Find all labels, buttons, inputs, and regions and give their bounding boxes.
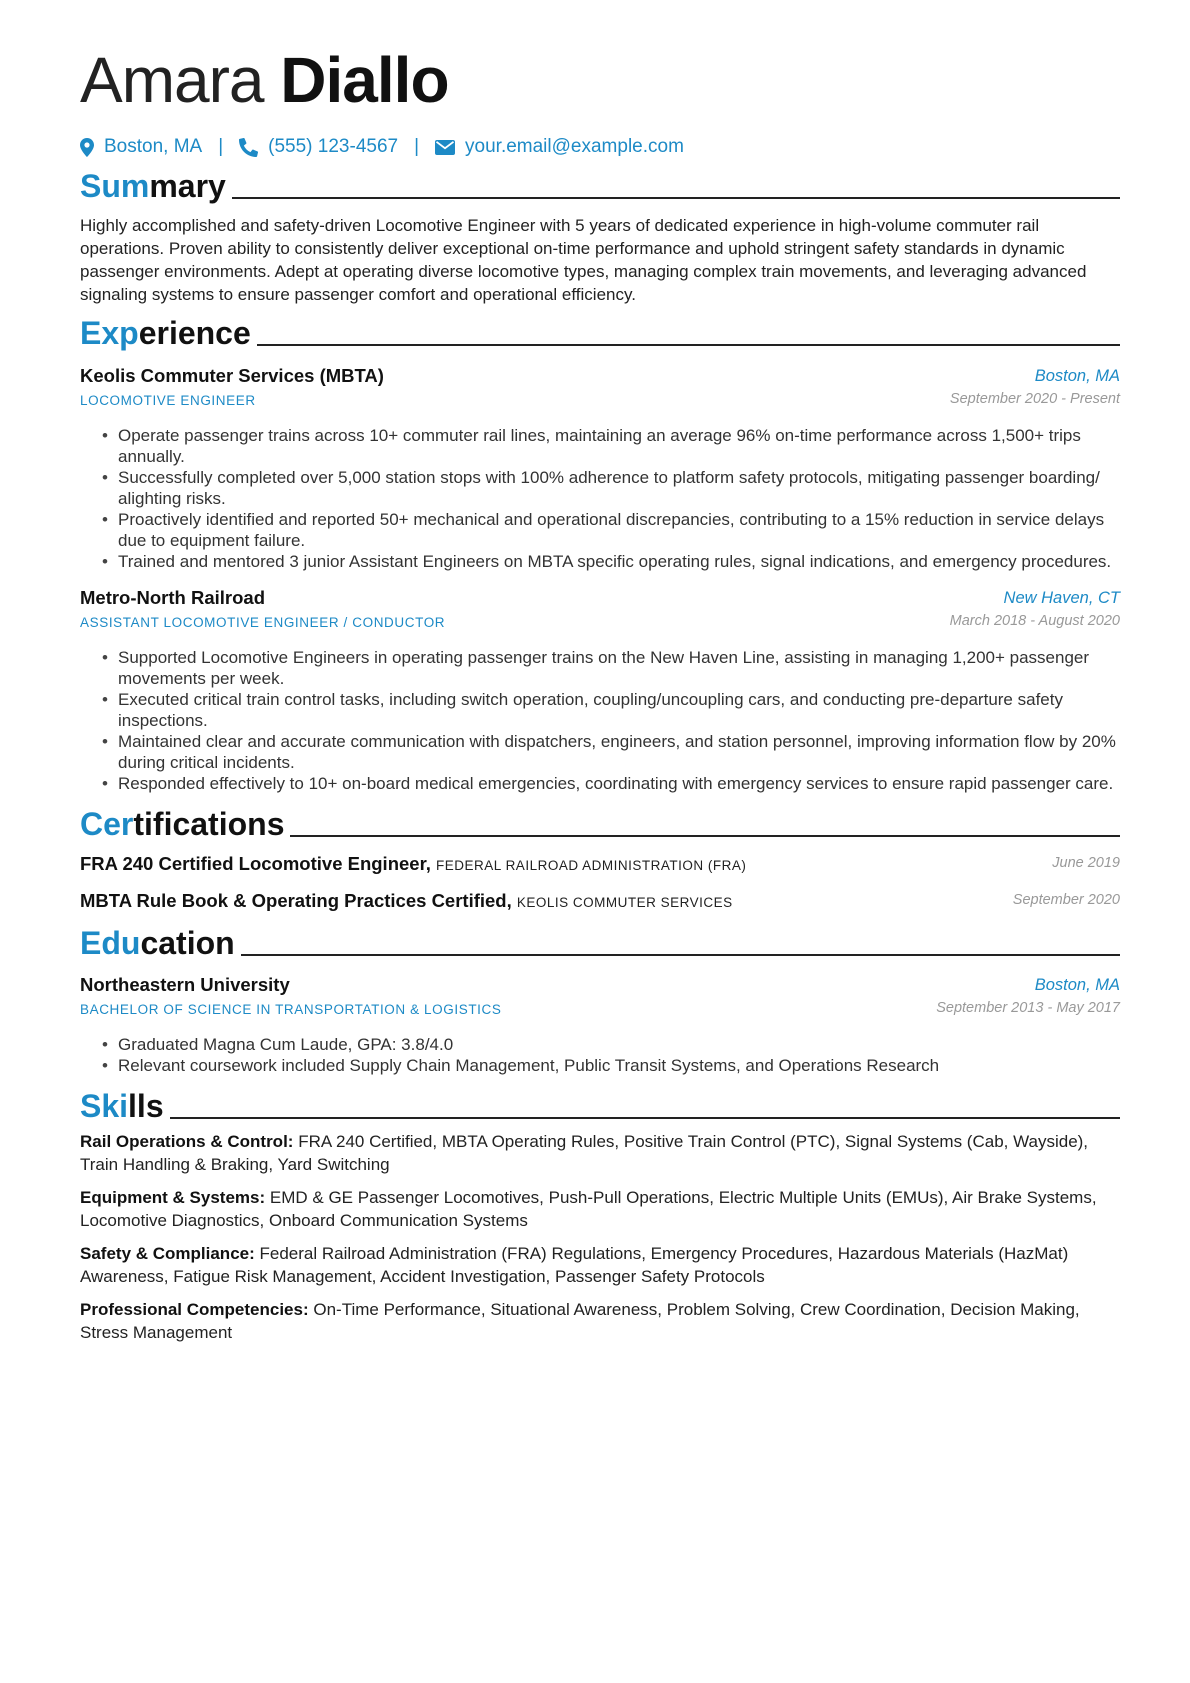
phone-icon bbox=[239, 138, 258, 157]
cert-date: September 2020 bbox=[1012, 892, 1120, 908]
list-item: • Responded effectively to 10+ on-board medical emergencies, coordinating with emergency services to ensure rapid passenger care. bbox=[118, 773, 1120, 794]
list-item: • Maintained clear and accurate communication with dispatchers, engineers, and station personnel, improving information flow by 20% during critical incidents. bbox=[118, 731, 1120, 773]
job-role: LOCOMOTIVE ENGINEER bbox=[80, 393, 256, 408]
list-item: • Relevant coursework included Supply Chain Management, Public Transit Systems, and Operations Research bbox=[118, 1055, 1120, 1076]
summary-heading: Summary bbox=[80, 166, 1120, 206]
education-dates: September 2013 - May 2017 bbox=[936, 1000, 1120, 1016]
section-rule bbox=[170, 1117, 1120, 1119]
education-heading: Education bbox=[80, 923, 1120, 963]
education-bullets bbox=[80, 1034, 1120, 1076]
skill-text: FRA 240 Certified, MBTA Operating Rules, Positive Train Control (PTC), Signal Systems (Cab, Wayside), Train Handling & Braking, Yard Switching bbox=[80, 1132, 1089, 1174]
first-name: Amara bbox=[80, 44, 264, 116]
job-dates: September 2020 - Present bbox=[949, 391, 1120, 407]
job-bullets bbox=[80, 425, 1120, 572]
skill-label: Safety & Compliance: bbox=[80, 1244, 255, 1263]
certifications-heading: Certifications bbox=[80, 804, 1120, 844]
section-rule bbox=[232, 197, 1120, 199]
cert-date: June 2019 bbox=[1052, 855, 1120, 871]
phone-text: (555) 123-4567 bbox=[268, 136, 399, 157]
job-org: Keolis Commuter Services (MBTA) bbox=[80, 365, 384, 386]
list-item: • Executed critical train control tasks, including switch operation, coupling/uncoupling cars, and conducting pre-departure safety inspections. bbox=[118, 689, 1120, 731]
job-org: Metro-North Railroad bbox=[80, 587, 265, 608]
cert-org: KEOLIS COMMUTER SERVICES bbox=[516, 895, 733, 910]
cert-name: MBTA Rule Book & Operating Practices Certified bbox=[80, 890, 507, 911]
contact-bar bbox=[80, 133, 684, 161]
school-name: Northeastern University bbox=[80, 974, 290, 995]
contact-separator: | bbox=[218, 136, 224, 157]
list-item: • Supported Locomotive Engineers in operating passenger trains on the New Haven Line, assisting in managing 1,200+ passenger movements per week. bbox=[118, 647, 1120, 689]
skill-text: Federal Railroad Administration (FRA) Regulations, Emergency Procedures, Hazardous Materials (HazMat) Awareness, Fatigue Risk Management, Accident Investigation, Passenger Safety Protocols bbox=[80, 1244, 1069, 1286]
list-item: • Graduated Magna Cum Laude, GPA: 3.8/4.0 bbox=[118, 1034, 1120, 1055]
contact-location bbox=[80, 136, 202, 158]
job-dates: March 2018 - August 2020 bbox=[949, 613, 1120, 629]
skill-group bbox=[80, 1186, 1120, 1232]
skill-text: EMD & GE Passenger Locomotives, Push-Pull Operations, Electric Multiple Units (EMUs), Air Brake Systems, Locomotive Diagnostics, Onboard Communication Systems bbox=[80, 1188, 1097, 1230]
cert-name: FRA 240 Certified Locomotive Engineer bbox=[80, 853, 426, 874]
contact-phone[interactable] bbox=[239, 136, 398, 158]
contact-email[interactable] bbox=[435, 136, 684, 158]
last-name: Diallo bbox=[280, 44, 449, 116]
job-bullets bbox=[80, 647, 1120, 794]
list-item: • Successfully completed over 5,000 station stops with 100% adherence to platform safety protocols, mitigating passenger boarding/ alighting risks. bbox=[118, 467, 1120, 509]
section-rule bbox=[257, 344, 1120, 346]
skill-group bbox=[80, 1130, 1120, 1176]
list-item: • Trained and mentored 3 junior Assistant Engineers on MBTA specific operating rules, signal indications, and emergency procedures. bbox=[118, 551, 1120, 572]
job-role: ASSISTANT LOCOMOTIVE ENGINEER / CONDUCTOR bbox=[80, 615, 446, 630]
section-rule bbox=[241, 954, 1120, 956]
skill-label: Equipment & Systems: bbox=[80, 1188, 266, 1207]
summary-text: Highly accomplished and safety-driven Locomotive Engineer with 5 years of dedicated experience in high-volume commuter rail operations. Proven ability to consistently deliver exceptional on-time performance and uphold stringent safety standards in dynamic passenger environments. Adept at operating diverse locomotive types, managing complex train movements, and leveraging advanced signaling systems to ensure passenger comfort and operational efficiency. bbox=[80, 216, 1087, 304]
location-text: Boston, MA bbox=[104, 136, 203, 157]
skills-heading: Skills bbox=[80, 1086, 1120, 1126]
experience-heading: Experience bbox=[80, 313, 1120, 353]
skill-group bbox=[80, 1298, 1120, 1344]
list-item: • Operate passenger trains across 10+ commuter rail lines, maintaining an average 96% on-time performance across 1,500+ trips annually. bbox=[118, 425, 1120, 467]
certification-item: FRA 240 Certified Locomotive Engineer, FEDERAL RAILROAD ADMINISTRATION (FRA) June 2019 bbox=[80, 853, 1120, 874]
list-item: • Proactively identified and reported 50+ mechanical and operational discrepancies, contributing to a 15% reduction in service delays due to equipment failure. bbox=[118, 509, 1120, 551]
envelope-icon bbox=[435, 140, 455, 155]
contact-separator: | bbox=[414, 136, 420, 157]
section-rule bbox=[290, 835, 1120, 837]
school-location: Boston, MA bbox=[1034, 976, 1120, 994]
candidate-name bbox=[80, 40, 449, 120]
job-location: Boston, MA bbox=[1034, 367, 1120, 385]
certification-item: MBTA Rule Book & Operating Practices Certified, KEOLIS COMMUTER SERVICES September 2020 bbox=[80, 890, 1120, 911]
skill-group bbox=[80, 1242, 1120, 1288]
cert-org: FEDERAL RAILROAD ADMINISTRATION (FRA) bbox=[436, 858, 747, 873]
degree: BACHELOR OF SCIENCE IN TRANSPORTATION & LOGISTICS bbox=[80, 1002, 502, 1017]
skill-label: Rail Operations & Control: bbox=[80, 1132, 294, 1151]
map-marker-icon bbox=[80, 138, 94, 157]
skill-text: On-Time Performance, Situational Awareness, Problem Solving, Crew Coordination, Decision Making, Stress Management bbox=[80, 1300, 1080, 1342]
job-location: New Haven, CT bbox=[1003, 589, 1120, 607]
skill-label: Professional Competencies: bbox=[80, 1300, 309, 1319]
email-text: your.email@example.com bbox=[465, 136, 684, 157]
